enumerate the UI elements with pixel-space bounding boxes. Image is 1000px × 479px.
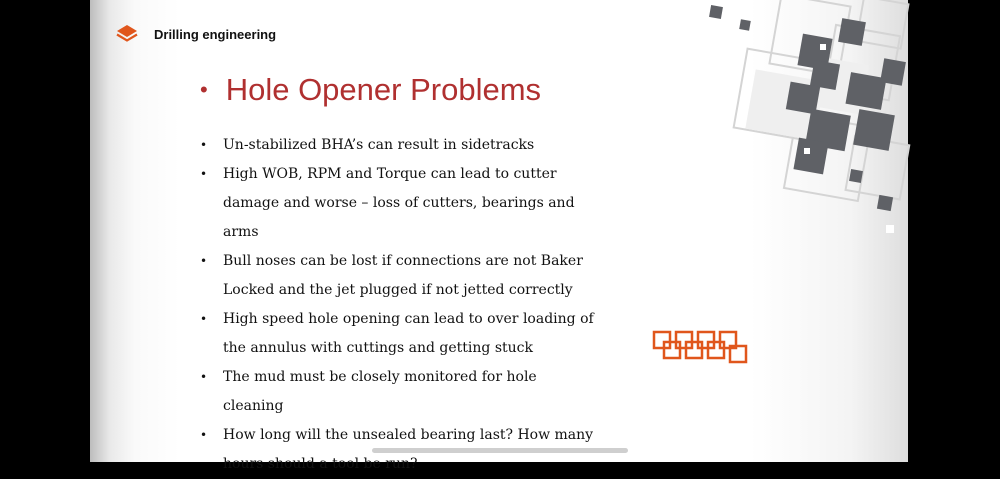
home-indicator[interactable] — [372, 448, 628, 453]
decorative-squares — [680, 0, 908, 240]
bullet-dot: • — [200, 428, 208, 442]
bullet-line: arms — [223, 224, 259, 240]
bullet-line: High WOB, RPM and Torque can lead to cutter — [223, 166, 557, 182]
header-title: Drilling engineering — [154, 27, 277, 42]
list-item — [200, 131, 600, 160]
bullet-line: hours should a tool be run? — [223, 456, 418, 472]
bullet-dot: • — [200, 370, 208, 384]
list-item — [200, 305, 600, 363]
bullet-dot: • — [200, 312, 208, 326]
bullet-line: The mud must be closely monitored for hole cleaning — [223, 369, 537, 414]
bullet-line: Un-stabilized BHA’s can result in sidetracks — [223, 137, 535, 153]
slide-title: Hole Opener Problems — [225, 72, 542, 107]
list-item — [200, 247, 600, 305]
title-row — [200, 72, 541, 108]
bullet-dot: • — [200, 138, 208, 152]
bullet-list — [200, 131, 600, 479]
slide — [90, 0, 908, 472]
list-item — [200, 160, 600, 247]
bullet-line: the annulus with cuttings and getting stuck — [223, 340, 533, 356]
bullet-line: High speed hole opening can lead to over loading of — [223, 311, 594, 327]
list-item — [200, 363, 600, 421]
bullet-line: damage and worse – loss of cutters, bearings and — [223, 195, 575, 211]
layers-icon — [116, 22, 138, 44]
title-bullet: • — [200, 77, 208, 102]
bullet-line: Locked and the jet plugged if not jetted correctly — [223, 282, 573, 298]
bullet-dot: • — [200, 167, 208, 181]
bullet-line: How long will the unsealed bearing last? How many — [223, 427, 594, 443]
bullet-dot: • — [200, 254, 208, 268]
bullet-line: Bull noses can be lost if connections are not Baker — [223, 253, 583, 269]
orange-squares-graphic — [652, 330, 752, 370]
